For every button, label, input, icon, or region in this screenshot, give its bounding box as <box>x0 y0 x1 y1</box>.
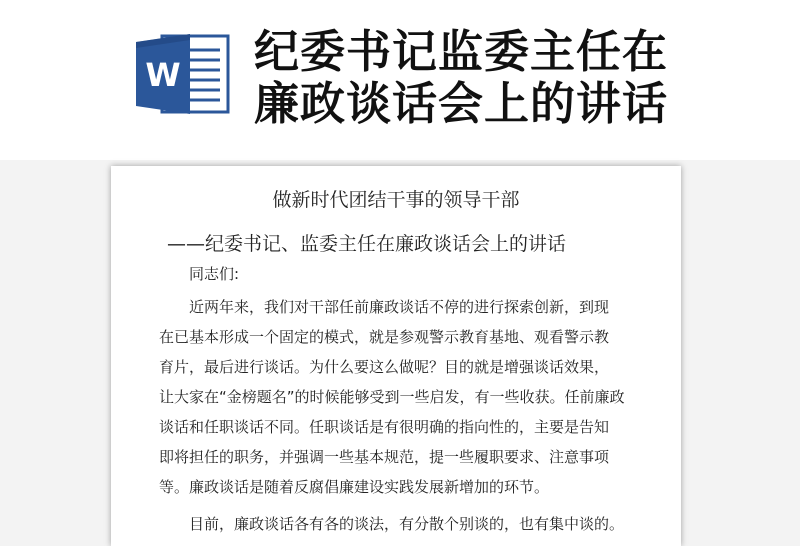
paragraph-line: 在已基本形成一个固定的模式，就是参观警示教育基地、观看警示教 <box>159 328 610 346</box>
paragraph-line: 育片，最后进行谈话。为什么要这么做呢？目的就是增强谈话效果， <box>159 358 610 376</box>
document-page <box>111 166 681 546</box>
header-banner <box>0 0 800 160</box>
paragraph-line: 即将担任的职务，并强调一些基本规范，提一些履职要求、注意事项 <box>159 448 610 466</box>
word-document-icon <box>132 32 232 116</box>
paragraph-line: 让大家在“金榜题名”的时候能够受到一些启发，有一些收获。任前廉政 <box>159 388 625 406</box>
banner-title <box>254 26 684 130</box>
paragraph-1 <box>159 292 639 502</box>
paragraph-line: 谈话和任职谈话不同。任职谈话是有很明确的指向性的，主要是告知 <box>159 418 610 436</box>
paragraph-line: 等。廉政谈话是随着反腐倡廉建设实践发展新增加的环节。 <box>159 478 550 496</box>
document-subtitle: ——纪委书记、监委主任在廉政谈话会上的讲话 <box>167 233 567 255</box>
banner-title-line1: 纪委书记监委主任在 <box>254 25 669 78</box>
svg-text:W: W <box>145 56 181 94</box>
paragraph-line: 目前，廉政谈话各有各的谈法，有分散个别谈的，也有集中谈的。 <box>159 515 625 533</box>
paragraph-2 <box>159 509 639 539</box>
salutation: 同志们: <box>189 265 240 283</box>
document-title: 做新时代团结干事的领导干部 <box>272 189 520 211</box>
banner-title-line2: 廉政谈话会上的讲话 <box>254 77 669 130</box>
paragraph-line: 近两年来，我们对干部任前廉政谈话不停的进行探索创新，到现 <box>159 298 610 316</box>
